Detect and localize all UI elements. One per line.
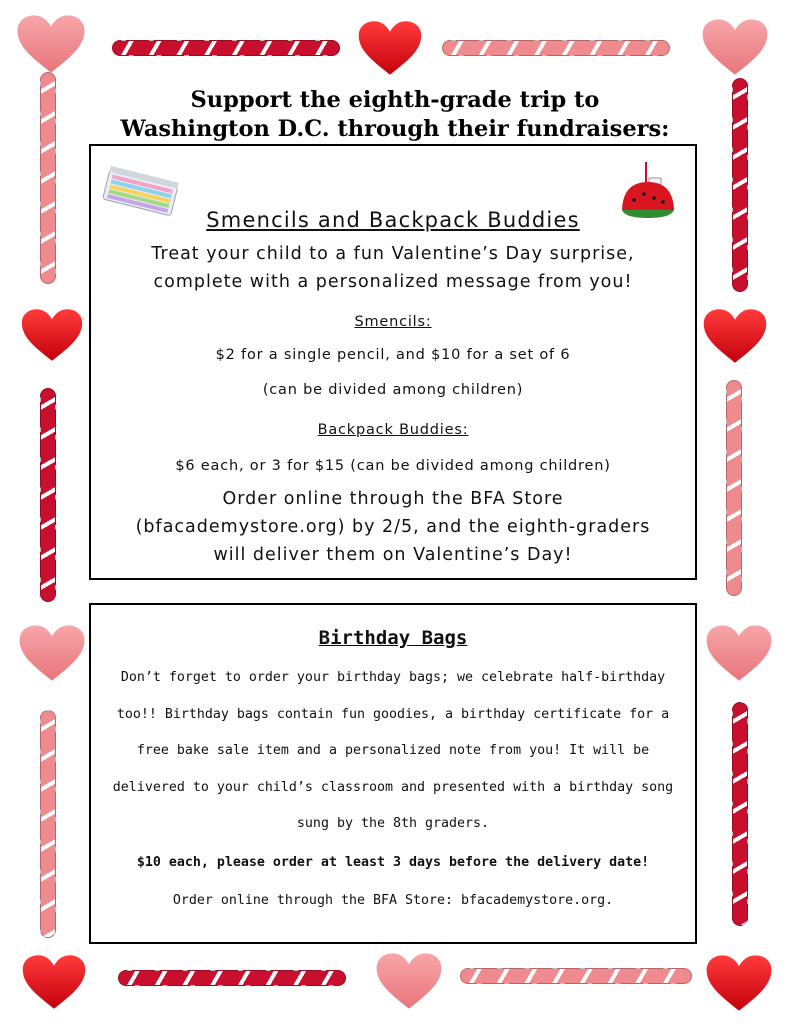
buddies-heading: Backpack Buddies: bbox=[317, 422, 469, 438]
heart-icon bbox=[20, 954, 88, 1010]
heart-icon bbox=[374, 952, 444, 1010]
heart-icon bbox=[700, 18, 770, 76]
birthday-order-note: Order online through the BFA Store: bfacademystore.org. bbox=[172, 893, 614, 908]
candy-stick bbox=[40, 388, 56, 602]
candy-stick bbox=[40, 710, 56, 938]
heart-icon bbox=[356, 20, 424, 76]
candy-stick bbox=[442, 40, 670, 56]
birthday-price-note: $10 each, please order at least 3 days before the delivery date! bbox=[136, 855, 650, 870]
birthday-body: Don’t forget to order your birthday bags; we celebrate half-birthday too!! Birthday bags contain fun goodies, a birthday certificate for a free bake sale item and a personalized note from you! It will be delivered to your child’s classroom and presented with a birthday song sung by the 8th graders. bbox=[112, 670, 674, 831]
candy-stick bbox=[726, 380, 742, 596]
order-line-1: Order online through the BFA Store bbox=[222, 489, 564, 509]
headline-line-2: Washington D.C. through their fundraisers: bbox=[120, 116, 670, 142]
order-line-2: (bfacademystore.org) by 2/5, and the eighth-graders bbox=[135, 517, 651, 537]
headline bbox=[90, 86, 700, 144]
order-line-3: will deliver them on Valentine’s Day! bbox=[213, 545, 573, 565]
smencils-section bbox=[89, 144, 697, 580]
candy-stick bbox=[40, 72, 56, 284]
birthday-title: Birthday Bags bbox=[318, 627, 468, 649]
heart-icon bbox=[16, 14, 86, 74]
smencils-price: $2 for a single pencil, and $10 for a set of 6 bbox=[215, 347, 571, 363]
heart-icon bbox=[704, 624, 774, 682]
smencils-title: Smencils and Backpack Buddies bbox=[206, 208, 580, 232]
heart-icon bbox=[704, 954, 774, 1012]
candy-stick bbox=[460, 968, 692, 984]
heart-icon bbox=[700, 308, 770, 364]
heart-icon bbox=[16, 624, 88, 682]
intro-line-1: Treat your child to a fun Valentine’s Day surprise, bbox=[151, 244, 635, 264]
headline-line-1: Support the eighth-grade trip to bbox=[190, 87, 600, 113]
candy-stick bbox=[732, 78, 748, 292]
intro-line-2: complete with a personalized message from you! bbox=[153, 272, 633, 292]
candy-stick bbox=[732, 702, 748, 926]
smencils-note: (can be divided among children) bbox=[262, 382, 524, 398]
buddies-price: $6 each, or 3 for $15 (can be divided among children) bbox=[175, 458, 611, 474]
candy-stick bbox=[112, 40, 340, 56]
smencils-heading: Smencils: bbox=[354, 314, 432, 330]
birthday-section bbox=[89, 603, 697, 944]
candy-stick bbox=[118, 970, 346, 986]
heart-icon bbox=[18, 308, 86, 362]
